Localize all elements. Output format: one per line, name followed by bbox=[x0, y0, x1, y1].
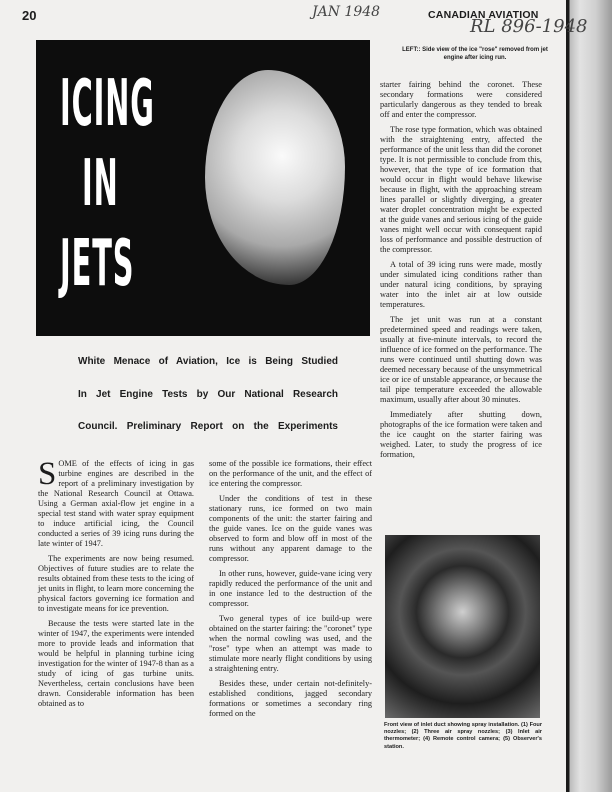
handwritten-date: JAN 1948 bbox=[312, 4, 381, 20]
article-column-1 bbox=[38, 456, 194, 714]
paragraph: The experiments are now being resumed. Objectives of future studies are to relate the results obtained from these tests to the icing of jet units in flight, to learn more concerning the physical factors governing ice formation and to investigate means for ice prevention. bbox=[38, 554, 194, 613]
drop-cap: S bbox=[38, 456, 57, 492]
subtitle-line-2: In Jet Engine Tests by Our National Research bbox=[78, 389, 338, 400]
paragraph: Under the conditions of test in these stationary runs, ice formed on two main components of the unit: the starter fairing and the guide vanes. Ice on the guide vanes was observed to form and blow off in most of the runs without any apparent damage to the compressor. bbox=[209, 494, 372, 563]
paragraph: starter fairing behind the coronet. These secondary formations were considered particularly dangerous as they tended to break off and enter the compressor. bbox=[380, 80, 542, 119]
paragraph: The jet unit was run at a constant predetermined speed and readings were taken, usually at five-minute intervals, to record the influence of ice formed on the performance. The runs were continued until shutting down was deemed necessary because of the unsymmetrical ice or ice of unstable appearance, or because the tail pipe temperature exceeded the allowable maximum, usually after about 30 minutes. bbox=[380, 315, 542, 404]
paragraph: Because the tests were started late in the winter of 1947, the experiments were intended more to provide leads and information that would be helpful in planning turbine icing investigation for the winter of 1947-8 than as a study of icing of gas turbine units. Nevertheless, certain conclusions have been drawn. Considerable information has been obtained as to bbox=[38, 619, 194, 708]
page-number: 20 bbox=[22, 8, 37, 23]
paragraph: Immediately after shutting down, photographs of the ice formation were taken and the ice caught on the starter fairing was weighed. Later, to study the progress of ice formation, bbox=[380, 410, 542, 459]
handwritten-reference: RL 896-1948 bbox=[470, 16, 588, 37]
paragraph: Two general types of ice build-up were obtained on the starter fairing: the "coronet" type when the normal cowling was used, and the "rose" type when an attempt was made to stimulate more nearly flight conditions by using a straightening entry. bbox=[209, 614, 372, 673]
magazine-name: CANADIAN AVIATION bbox=[428, 9, 539, 21]
paragraph: The rose type formation, which was obtained with the straightening entry, affected the performance of the unit less than did the coronet type. It is not permissible to conclude from this, however, that the type of ice formation that would occur in flight would behave likewise because in flight, with the approaching stream lines parallel or slightly diverging, a greater water droplet concentration might be expected at the guide vanes and serious icing of the guide vanes might well occur with consequent rapid loss of performance and possible destruction of the compressor. bbox=[380, 125, 542, 254]
paragraph: some of the possible ice formations, their effect on the performance of the unit, and the effect of ice entering the compressor. bbox=[209, 459, 372, 488]
subtitle-line-3: Council. Preliminary Report on the Experiments bbox=[78, 421, 338, 432]
title-line-2: IN bbox=[82, 147, 119, 221]
bottom-photo-caption: Front view of inlet duct showing spray installation. (1) Four nozzles; (2) Three air spray nozzles; (3) Inlet air thermometer; (4) Remote control camera; (5) Observer's station. bbox=[384, 722, 542, 750]
paragraph: A total of 39 icing runs were made, mostly under simulated icing conditions rather than under natural icing conditions, by spraying water into the inlet air at low outside temperatures. bbox=[380, 260, 542, 309]
paragraph: OME of the effects of icing in gas turbine engines are described in the report of a preliminary investigation by the National Research Council at Ottawa. Using a German axial-flow jet engine in a special test stand with water spray equipment to induce artificial icing, the Council conducted a series of 39 icing runs during the late winter of 1947. bbox=[38, 459, 194, 548]
article-column-3 bbox=[380, 80, 542, 465]
paragraph: Besides these, under certain not-definitely-established conditions, jagged secondary formations or sometimes a secondary ring formed on the bbox=[209, 679, 372, 718]
inlet-duct-photo bbox=[385, 535, 540, 718]
page-binding-edge bbox=[566, 0, 612, 792]
article-column-2 bbox=[209, 459, 372, 724]
paragraph: In other runs, however, guide-vane icing very rapidly reduced the performance of the unit and in one instance led to the destruction of the compressor. bbox=[209, 569, 372, 608]
title-line-1: ICING bbox=[60, 67, 155, 141]
top-photo-caption: LEFT:: Side view of the ice "rose" removed from jet engine after icing run. bbox=[402, 47, 548, 61]
title-line-3: JETS bbox=[60, 227, 135, 301]
subtitle-line-1: White Menace of Aviation, Ice is Being Studied bbox=[78, 356, 338, 367]
